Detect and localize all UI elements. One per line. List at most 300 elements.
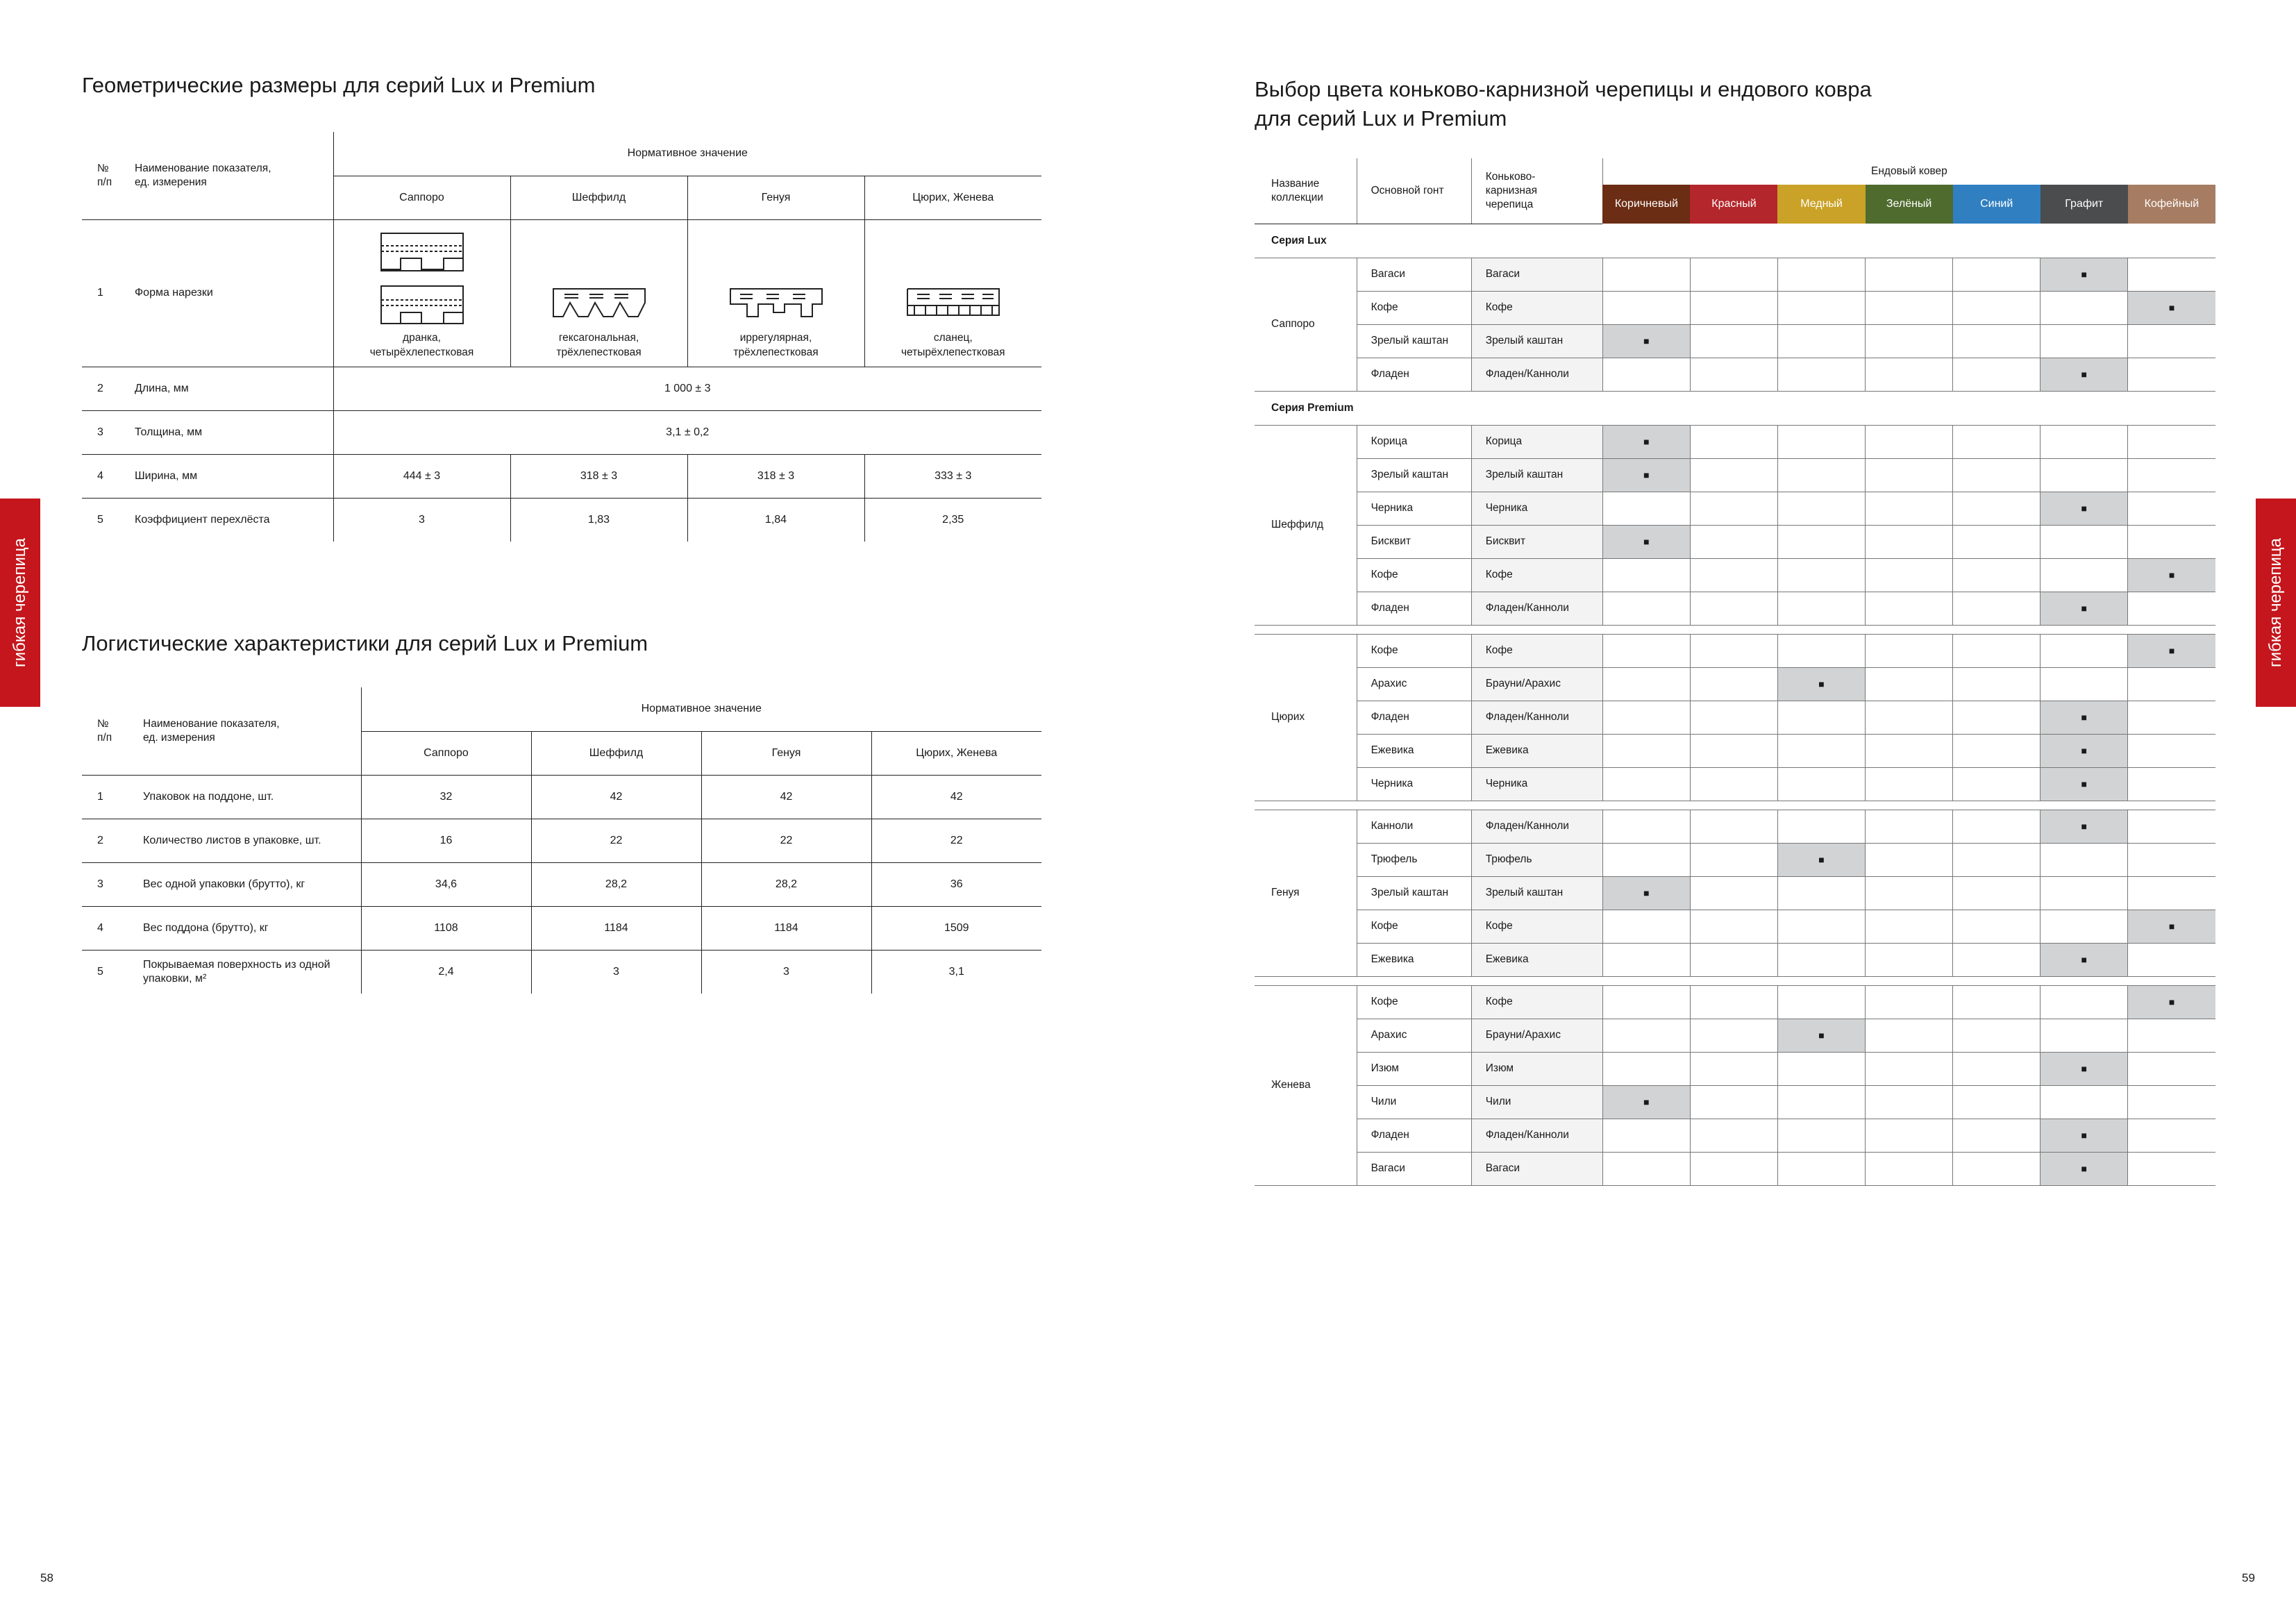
color-cell [2128,1052,2215,1085]
shape-caption: сланец, четырёхлепестковая [900,331,1005,358]
color-cell [1690,258,1777,291]
header-name: Наименование показателя, ед. измерения [126,687,361,775]
table-row [1255,558,2215,592]
collection-name: Шеффилд [1255,425,1357,625]
ridge-shingle: Зрелый каштан [1471,876,1602,910]
color-cell [1866,876,1953,910]
color-cell [1866,558,1953,592]
color-cell [1690,324,1777,358]
table-row [1255,667,2215,701]
color-cell [1777,558,1865,592]
row-num: 4 [82,906,126,950]
side-tab-label: гибкая черепица [2266,538,2285,667]
valley-color-header: Коричневый [1602,185,1690,224]
valley-color-header: Графит [2041,185,2128,224]
ridge-shingle: Ежевика [1471,734,1602,767]
ridge-shingle: Ежевика [1471,943,1602,976]
row-num: 2 [82,367,118,410]
base-shingle: Зрелый каштан [1357,324,1471,358]
row-value: 444 ± 3 [333,454,510,498]
color-cell [1866,734,1953,767]
selected-color-mark [1602,458,1690,492]
color-cell [1866,492,1953,525]
table-row [1255,876,2215,910]
col-header: Шеффилд [531,731,701,775]
color-cell [2128,1152,2215,1185]
color-cell [1777,592,1865,625]
color-cell [1690,985,1777,1019]
base-shingle: Кофе [1357,558,1471,592]
color-cell [2041,667,2128,701]
color-cell [1777,425,1865,458]
header-name: Наименование показателя, ед. измерения [118,132,333,219]
ridge-shingle: Фладен/Канноли [1471,358,1602,391]
row-value: 28,2 [531,862,701,906]
color-cell [1953,258,2041,291]
color-cell [1777,1119,1865,1152]
row-name: Ширина, мм [118,454,333,498]
color-cell [1777,458,1865,492]
color-cell [1953,734,2041,767]
base-shingle: Фладен [1357,701,1471,734]
color-cell [1866,1119,1953,1152]
color-cell [1953,291,2041,324]
color-cell [1777,1152,1865,1185]
color-cell [2041,458,2128,492]
color-cell [1866,1085,1953,1119]
table-row [1255,324,2215,358]
color-cell [2128,358,2215,391]
table-row [1255,258,2215,291]
color-cell [2041,1085,2128,1119]
row-name: Коэффициент перехлёста [135,513,270,526]
color-cell [1602,634,1690,667]
color-cell [1777,291,1865,324]
color-cell [1777,810,1865,843]
color-cell [1690,1152,1777,1185]
row-name: Длина, мм [118,367,333,410]
selected-color-mark [1777,667,1865,701]
base-shingle: Фладен [1357,592,1471,625]
color-cell [2128,667,2215,701]
color-cell [1602,358,1690,391]
color-cell [2128,1019,2215,1052]
color-cell [1602,1052,1690,1085]
color-cell [1866,767,1953,801]
table-row [1255,734,2215,767]
row-value: 42 [871,775,1041,819]
base-shingle: Кофе [1357,910,1471,943]
color-cell [1866,1052,1953,1085]
color-cell [1602,810,1690,843]
color-cell [1866,425,1953,458]
selected-color-mark [2041,1152,2128,1185]
base-shingle: Ежевика [1357,734,1471,767]
row-value: 34,6 [361,862,531,906]
ridge-shingle: Черника [1471,767,1602,801]
group-separator [1255,625,2215,634]
color-cell [1690,458,1777,492]
base-shingle: Черника [1357,767,1471,801]
row-num: 1 [82,775,126,819]
ridge-shingle: Зрелый каштан [1471,458,1602,492]
col-header: Саппоро [333,176,510,219]
color-cell [1690,1085,1777,1119]
header-num: № п/п [82,132,118,219]
color-cell [1953,1019,2041,1052]
selected-color-mark [1602,425,1690,458]
color-cell [1777,634,1865,667]
color-cell [1866,291,1953,324]
color-cell [1777,1052,1865,1085]
ridge-shingle: Кофе [1471,558,1602,592]
table-row [1255,985,2215,1019]
row-num: 4 [82,454,118,498]
series-label: Серия Premium [1255,391,2215,425]
base-shingle: Канноли [1357,810,1471,843]
selected-color-mark [2041,1119,2128,1152]
col-header: Саппоро [361,731,531,775]
color-cell [1690,734,1777,767]
color-cell [1602,701,1690,734]
geometry-table [82,132,1041,542]
color-cell [1690,358,1777,391]
color-cell [1953,943,2041,976]
ridge-shingle: Кофе [1471,910,1602,943]
side-tab-left [0,499,40,707]
row-value: 16 [361,819,531,862]
table-row [82,498,1041,542]
row-value: 318 ± 3 [687,454,864,498]
color-cell [1866,843,1953,876]
selected-color-mark [2041,734,2128,767]
row-value: 22 [531,819,701,862]
ridge-shingle: Зрелый каштан [1471,324,1602,358]
color-cell [2041,843,2128,876]
color-cell [2128,425,2215,458]
ridge-shingle: Фладен/Канноли [1471,1119,1602,1152]
color-cell [2041,910,2128,943]
ridge-shingle: Бисквит [1471,525,1602,558]
collection-name: Женева [1255,985,1357,1185]
color-cell [1953,634,2041,667]
color-cell [1690,910,1777,943]
ridge-shingle: Корица [1471,425,1602,458]
table-row [82,862,1041,906]
color-cell [1866,592,1953,625]
row-value: 3,1 [871,950,1041,994]
collection-name: Саппоро [1255,258,1357,391]
color-cell [1953,558,2041,592]
color-cell [1953,592,2041,625]
color-table [1255,158,2215,1186]
table-row [1255,492,2215,525]
group-separator [1255,801,2215,810]
valley-color-header: Красный [1690,185,1777,224]
color-cell [1690,843,1777,876]
color-cell [2128,592,2215,625]
base-shingle: Черника [1357,492,1471,525]
row-value: 3 [701,950,871,994]
row-value: 1509 [871,906,1041,950]
series-label: Серия Lux [1255,224,2215,258]
table-row [1255,1119,2215,1152]
table-row [1255,943,2215,976]
color-cell [1953,1085,2041,1119]
table-row [1255,525,2215,558]
selected-color-mark [2041,943,2128,976]
color-cell [2128,492,2215,525]
base-shingle: Арахис [1357,667,1471,701]
selected-color-mark [1777,1019,1865,1052]
shape-caption: иррегулярная, трёхлепестковая [733,331,819,358]
ridge-shingle: Черника [1471,492,1602,525]
color-cell [1866,810,1953,843]
ridge-shingle: Вагаси [1471,258,1602,291]
selected-color-mark [2041,492,2128,525]
base-shingle: Чили [1357,1085,1471,1119]
table-row [82,219,1041,367]
row-name: Форма нарезки [118,219,333,367]
valley-color-header: Медный [1777,185,1865,224]
selected-color-mark [2128,291,2215,324]
color-cell [2041,291,2128,324]
selected-color-mark [1602,876,1690,910]
selected-color-mark [2041,258,2128,291]
color-cell [1690,592,1777,625]
base-shingle: Трюфель [1357,843,1471,876]
row-value: 36 [871,862,1041,906]
color-cell [1777,492,1865,525]
color-cell [1602,767,1690,801]
row-value: 1,84 [687,498,864,542]
color-cell [1953,701,2041,734]
selected-color-mark [2041,358,2128,391]
base-shingle: Арахис [1357,1019,1471,1052]
table-row [82,410,1041,454]
ridge-shingle: Фладен/Канноли [1471,701,1602,734]
color-cell [1777,943,1865,976]
base-shingle: Кофе [1357,291,1471,324]
base-shingle: Вагаси [1357,258,1471,291]
shape-caption: дранка, четырёхлепестковая [369,331,474,358]
row-name: Упаковок на поддоне, шт. [126,775,361,819]
color-cell [2041,985,2128,1019]
color-cell [1866,701,1953,734]
row-name: Покрываемая поверхность из одной упаковки, м² [143,958,330,985]
color-cell [1953,1052,2041,1085]
base-shingle: Фладен [1357,358,1471,391]
color-cell [2128,258,2215,291]
page-number-left: 58 [40,1571,53,1584]
color-cell [1866,943,1953,976]
color-cell [1602,734,1690,767]
base-shingle: Вагаси [1357,1152,1471,1185]
logistics-title: Логистические характеристики для серий Lux и Premium [82,631,648,655]
ridge-shingle: Вагаси [1471,1152,1602,1185]
table-row [82,454,1041,498]
row-value: 2,4 [361,950,531,994]
color-cell [2041,558,2128,592]
selected-color-mark [2041,1052,2128,1085]
color-cell [2128,734,2215,767]
color-cell [2128,525,2215,558]
base-shingle: Фладен [1357,1119,1471,1152]
color-cell [2128,324,2215,358]
base-shingle: Изюм [1357,1052,1471,1085]
color-cell [1953,358,2041,391]
table-row [1255,767,2215,801]
base-shingle: Зрелый каштан [1357,458,1471,492]
table-row [1255,1052,2215,1085]
row-value: 22 [871,819,1041,862]
base-shingle: Корица [1357,425,1471,458]
color-cell [1777,767,1865,801]
table-row [1255,1152,2215,1185]
color-cell [2041,425,2128,458]
color-cell [1866,258,1953,291]
color-cell [1953,458,2041,492]
row-num: 3 [82,862,126,906]
color-cell [1690,291,1777,324]
ridge-shingle: Чили [1471,1085,1602,1119]
color-cell [1690,525,1777,558]
ridge-shingle: Брауни/Арахис [1471,1019,1602,1052]
row-value: 1184 [701,906,871,950]
color-cell [1602,592,1690,625]
page-number-right: 59 [2242,1571,2255,1584]
col-header: Генуя [701,731,871,775]
selected-color-mark [2128,910,2215,943]
color-cell [1953,985,2041,1019]
color-cell [1866,324,1953,358]
collection-name: Цюрих [1255,634,1357,801]
color-cell [1953,767,2041,801]
valley-color-header: Синий [1953,185,2041,224]
selected-color-mark [2128,634,2215,667]
logistics-table [82,687,1041,994]
col-header: Цюрих, Женева [871,731,1041,775]
series-row [1255,391,2215,425]
header-ridge: Коньково- карнизная черепица [1471,158,1602,224]
color-cell [1953,667,2041,701]
selected-color-mark [1602,324,1690,358]
col-header: Цюрих, Женева [864,176,1041,219]
selected-color-mark [2128,985,2215,1019]
color-cell [1690,701,1777,734]
color-cell [1690,767,1777,801]
color-cell [1690,1119,1777,1152]
row-value: 3,1 ± 0,2 [333,410,1041,454]
base-shingle: Кофе [1357,985,1471,1019]
row-value: 1184 [531,906,701,950]
row-value: 3 [531,950,701,994]
table-row [1255,843,2215,876]
shape-caption: гексагональная, трёхлепестковая [556,331,642,358]
color-cell [1777,324,1865,358]
ridge-shingle: Кофе [1471,634,1602,667]
color-cell [1777,985,1865,1019]
ridge-shingle: Кофе [1471,985,1602,1019]
selected-color-mark [1777,843,1865,876]
selected-color-mark [1602,525,1690,558]
color-cell [1777,358,1865,391]
color-cell [1690,943,1777,976]
color-cell [2128,1119,2215,1152]
table-row [82,367,1041,410]
color-cell [1866,985,1953,1019]
side-tab-right [2256,499,2296,707]
color-cell [1866,1019,1953,1052]
selected-color-mark [2128,558,2215,592]
color-cell [1866,458,1953,492]
table-row [1255,1085,2215,1119]
color-choice-title: Выбор цвета коньково-карнизной черепицы и ендового ковра для серий Lux и Premium [1255,77,1872,131]
table-row [1255,592,2215,625]
header-num: № п/п [82,687,126,775]
group-separator [1255,976,2215,985]
table-row [82,819,1041,862]
row-value: 1 000 ± 3 [333,367,1041,410]
table-row [1255,634,2215,667]
color-cell [1866,667,1953,701]
color-cell [1953,876,2041,910]
color-cell [2128,876,2215,910]
base-shingle: Зрелый каштан [1357,876,1471,910]
color-cell [1602,1152,1690,1185]
row-value: 32 [361,775,531,819]
table-row [82,775,1041,819]
header-norm: Нормативное значение [361,687,1041,731]
color-cell [1866,358,1953,391]
table-row [1255,291,2215,324]
color-cell [2041,876,2128,910]
row-name: Количество листов в упаковке, шт. [126,819,361,862]
color-cell [2128,458,2215,492]
color-cell [1953,1119,2041,1152]
table-row [1255,1019,2215,1052]
row-name: Толщина, мм [118,410,333,454]
color-cell [1953,910,2041,943]
color-cell [1777,734,1865,767]
row-num: 5 [97,965,103,978]
color-cell [1866,910,1953,943]
row-value: 1108 [361,906,531,950]
color-cell [1953,525,2041,558]
color-cell [1866,525,1953,558]
collection-name: Генуя [1255,810,1357,976]
color-cell [1690,492,1777,525]
color-cell [1690,558,1777,592]
color-cell [1953,843,2041,876]
geom-title: Геометрические размеры для серий Lux и Premium [82,73,596,97]
color-cell [2041,324,2128,358]
header-base: Основной гонт [1357,158,1471,224]
row-value: 1,83 [510,498,687,542]
header-norm: Нормативное значение [333,132,1041,176]
color-cell [1690,1019,1777,1052]
color-cell [2041,1019,2128,1052]
color-cell [1602,667,1690,701]
ridge-shingle: Изюм [1471,1052,1602,1085]
row-value: 28,2 [701,862,871,906]
color-cell [2041,634,2128,667]
row-num: 5 [97,513,103,526]
table-row [82,950,1041,994]
irregular-tile-icon [688,285,864,326]
color-cell [1602,843,1690,876]
row-value: 42 [531,775,701,819]
